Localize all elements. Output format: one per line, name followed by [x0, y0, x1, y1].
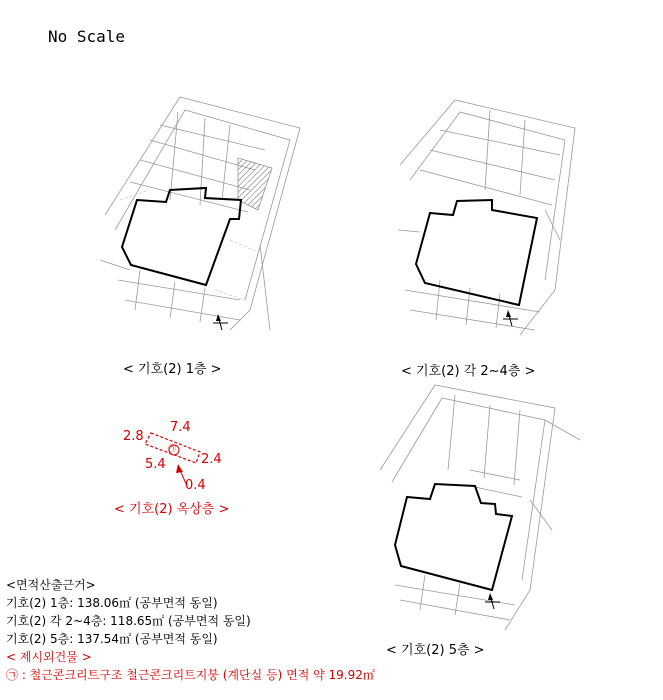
notes-heading: <면적산출근거>: [6, 578, 96, 592]
notes-line-floors2to4: 기호(2) 각 2~4층: 118.65㎡ (공부면적 동일): [6, 614, 251, 628]
rooftop-dim-bottom: 5.4: [145, 457, 166, 472]
floor1-caption: < 기호(2) 1층 >: [123, 362, 222, 377]
floor1-hatched-area: [238, 158, 272, 210]
rooftop-dim-right: 2.4: [201, 452, 222, 467]
rooftop-dim-left: 2.8: [123, 429, 144, 444]
floors2to4-caption: < 기호(2) 각 2~4층 >: [401, 364, 536, 379]
floors2to4-north-arrow: [503, 310, 518, 326]
notes-line-floor5: 기호(2) 5층: 137.54㎡ (공부면적 동일): [6, 632, 218, 646]
rooftop-dim-top: 7.4: [170, 420, 191, 435]
area-calculation-notes: [6, 576, 375, 684]
floor1-plan: [100, 97, 300, 330]
rooftop-dim-offset: 0.4: [185, 478, 206, 493]
floors2to4-plan: [398, 100, 575, 335]
floor5-building-outline: [395, 484, 512, 590]
notes-line-floor1: 기호(2) 1층: 138.06㎡ (공부면적 동일): [6, 596, 218, 610]
scale-note: No Scale: [48, 27, 126, 46]
rooftop-caption: < 기호(2) 옥상층 >: [114, 502, 230, 517]
floors2to4-parcel-lines: [398, 100, 575, 335]
rooftop-leader-arrow: [176, 464, 183, 473]
floor5-caption: < 기호(2) 5층 >: [386, 643, 485, 658]
rooftop-symbol: ㉠: [168, 444, 176, 453]
notes-extra-line: ㉠ : 철근콘크리트구조 철근콘크리트지붕 (계단실 등) 면적 약 19.92㎡: [6, 668, 375, 682]
floor5-parcel-lines: [380, 385, 580, 630]
floors2to4-building-outline: [416, 200, 537, 305]
notes-extra-heading: < 제시외건물 >: [6, 650, 92, 664]
floor5-plan: [380, 385, 580, 630]
floor1-parcel-lines: [100, 97, 300, 330]
